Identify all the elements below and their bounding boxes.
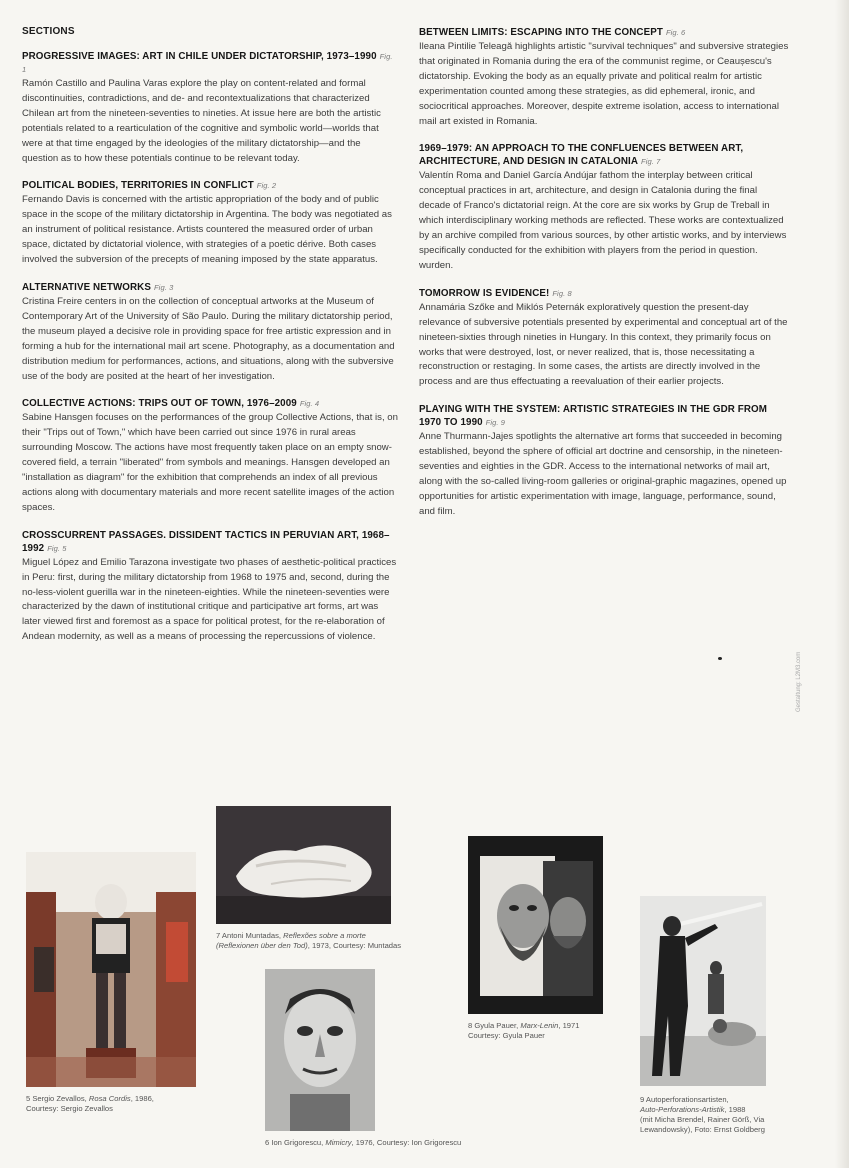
entry-title: CROSSCURRENT PASSAGES. DISSIDENT TACTICS IN PERUVIAN ART, 1968–1992 Fig. 5	[22, 529, 390, 554]
page-edge	[835, 0, 849, 1168]
side-credit: Gestaltung: L2M3.com	[796, 651, 802, 712]
fig-ref: Fig. 2	[256, 181, 277, 191]
entry-catalonia	[419, 142, 791, 273]
caption-fig5: 5 Sergio Zevallos, Rosa Cordis, 1986, Courtesy: Sergio Zevallos	[26, 1094, 154, 1113]
entry-crosscurrent-passages	[22, 529, 398, 645]
rosa-cordis-image	[26, 852, 196, 1087]
entry-body: Ileana Pintilie Teleagă highlights artistic "survival techniques" and subversive strategies that originated in Romania during the era of the communist regime, or Ceaușescu's dictatorship. Evoking the body as an equally private and political realm for artistic experimentation counted among these strategies, as did ephemeral, ironic, and sociocritical approaches. Moreover, despite extreme isolation, access to international mail art existed in Romania.	[419, 41, 789, 127]
entry-body: Valentín Roma and Daniel García Andújar fathom the interplay between critical conceptual practices in art, architecture, and design in Catalonia during the final decade of Franco's dictatorial reign. At the core are six works by Grup de Treball in which interdisciplinary working methods are reflected. These works are contextualized by an archive compiled from various sources, by other artistic works, and by interviews specifically conducted for the exhibition with players from the period in question. wurden.	[419, 170, 787, 271]
fig-ref: Fig. 1	[22, 52, 393, 74]
entry-body: Ramón Castillo and Paulina Varas explore the play on content-related and formal discontinuities, contradictions, and de- and recontextualizations that characterized Chilean art from the nineteen-seventies to nineties. At issue here are both the artistic potentials related to a rearticulation of the cognitive and symbolic world—worlds that were at that time engaged by the ideologies of the military dictatorship—and the question as to how these potentials continue to be relevant today.	[22, 78, 381, 164]
fig-ref: Fig. 5	[47, 543, 67, 553]
entry-tomorrow-is-evidence	[419, 287, 791, 390]
fig-ref: Fig. 9	[485, 418, 506, 428]
entry-body: Fernando Davis is concerned with the artistic appropriation of the body and of public space in the scope of the military dictatorship in Argentina. The body was negotiated as an instrument of political resistance. Artists countered the measured order of urban space, dictated by dictatorial violence, with strategies of a poetic dérive. Both cases involved the subversion of the precepts of meaning imposed by the state apparatus.	[22, 194, 392, 266]
sections-label: SECTIONS	[22, 26, 75, 37]
auto-perforations-image	[640, 896, 766, 1086]
entry-body: Anne Thurmann-Jajes spotlights the alternative art forms that succeeded in becoming established, beyond the sphere of official art doctrine and censorship, in the nineteen-seventies and eighties in the GDR. Access to the international networks of mail art, along with the so-called living-room galleries or original-graphic magazines, opened up opportunities for artistic experimentation with image, language, performance, sound, and film.	[419, 431, 787, 517]
entry-playing-with-system	[419, 403, 791, 519]
muntadas-image	[216, 806, 391, 924]
caption-fig6: 6 Ion Grigorescu, Mimicry, 1976, Courtesy: Ion Grigorescu	[265, 1138, 462, 1147]
entry-title: 1969–1979: AN APPROACH TO THE CONFLUENCES BETWEEN ART, ARCHITECTURE, AND DESIGN IN CATALONIA Fig. 7	[419, 143, 744, 168]
entry-progressive-images	[22, 50, 398, 166]
fig-ref: Fig. 6	[665, 28, 686, 37]
photo-marx-lenin	[468, 836, 603, 1014]
entry-body: Miguel López and Emilio Tarazona investigate two phases of aesthetic-political practices in Peru: first, during the military dictatorship from 1968 to 1975 and, second, during the no-less-violent guerilla war in the nineteen-eighties. While the nineteen-seventies were characterized by the dawn of institutional critique and participative art forms, art was later viewed first and foremost as a space for political protest, for the re-elaboration of Andean modernity, as well as a means of processing the repercussions of violence.	[22, 556, 397, 643]
entry-between-limits	[419, 26, 791, 129]
entry-body: Annamária Szőke and Miklós Peternák exploratively question the present-day relevance of subversive potentials presented by experimental and conceptual art of the nineteen-sixties through nineties in Hungary. In this context, they primarily focus on works that were destroyed, lost, or never realized, that is, those necessitating a reconstruction or restaging. In some cases, the artists are directly involved in the process and are thus effectuating a reevaluation of their earlier projects.	[419, 301, 788, 388]
photo-rosa-cordis	[26, 852, 196, 1087]
mimicry-image	[265, 969, 375, 1131]
photo-reflexoes-sobre-a-morte	[216, 806, 391, 924]
fig-ref: Fig. 4	[299, 399, 320, 409]
entry-body: Sabine Hansgen focuses on the performances of the group Collective Actions, that is, on their "Trips out of Town," which have been carried out since 1976 in rural areas surrounding Moscow. The actions have most frequently taken place on an empty snow-covered field, a terrain "liberated" from symbols and meanings. Hansgen developed an "installation as diagram" for the exhibition that comprehends an index of all previous actions along with documentary materials and more recent satellite images of the action spaces.	[22, 412, 398, 513]
fig-ref: Fig. 7	[641, 157, 661, 167]
entry-political-bodies	[22, 179, 398, 268]
entry-title: POLITICAL BODIES, TERRITORIES IN CONFLICT Fig. 2	[22, 180, 277, 192]
right-column	[419, 26, 791, 533]
print-speck	[718, 657, 722, 660]
caption-fig8: 8 Gyula Pauer, Marx-Lenin, 1971 Courtesy: Gyula Pauer	[468, 1021, 580, 1040]
caption-fig7: 7 Antoni Muntadas, Reflexões sobre a morte (Reflexionen über den Tod), 1973, Courtesy: Muntadas	[216, 931, 402, 950]
entry-body: Cristina Freire centers in on the collection of conceptual artworks at the Museum of Contemporary Art of the University of São Paulo. During the military dictatorship period, the museum played a decisive role in providing space for free artistic expression and in forming a hub for the international mail art scene. Photography, as a documentation and distribution medium for performances, actions, and situations, along with the subversive use of the body are posited at the heart of her investigation.	[22, 295, 395, 382]
photo-mimicry	[265, 969, 375, 1131]
entry-title: PLAYING WITH THE SYSTEM: ARTISTIC STRATEGIES IN THE GDR FROM 1970 TO 1990 Fig. 9	[419, 404, 767, 429]
photo-auto-perforations-artistik	[640, 896, 766, 1086]
entry-collective-actions	[22, 397, 398, 515]
marx-lenin-image	[468, 836, 603, 1014]
entry-title: COLLECTIVE ACTIONS: TRIPS OUT OF TOWN, 1976–2009 Fig. 4	[22, 398, 320, 410]
fig-ref: Fig. 8	[552, 288, 572, 298]
entry-title: BETWEEN LIMITS: ESCAPING INTO THE CONCEPT Fig. 6	[419, 27, 686, 38]
entry-alternative-networks	[22, 281, 398, 384]
caption-fig9: 9 Autoperforationsartisten, Auto-Perforations-Artistik, 1988 (mit Micha Brendel, Rainer Görß, Via Lewandowsky), Foto: Ernst Goldberg	[640, 1095, 765, 1134]
entry-title: TOMORROW IS EVIDENCE! Fig. 8	[419, 287, 572, 299]
entry-title: ALTERNATIVE NETWORKS Fig. 3	[22, 281, 174, 293]
fig-ref: Fig. 3	[154, 282, 174, 292]
left-column	[22, 26, 398, 658]
entry-title: PROGRESSIVE IMAGES: ART IN CHILE UNDER DICTATORSHIP, 1973–1990 Fig. 1	[22, 51, 393, 74]
